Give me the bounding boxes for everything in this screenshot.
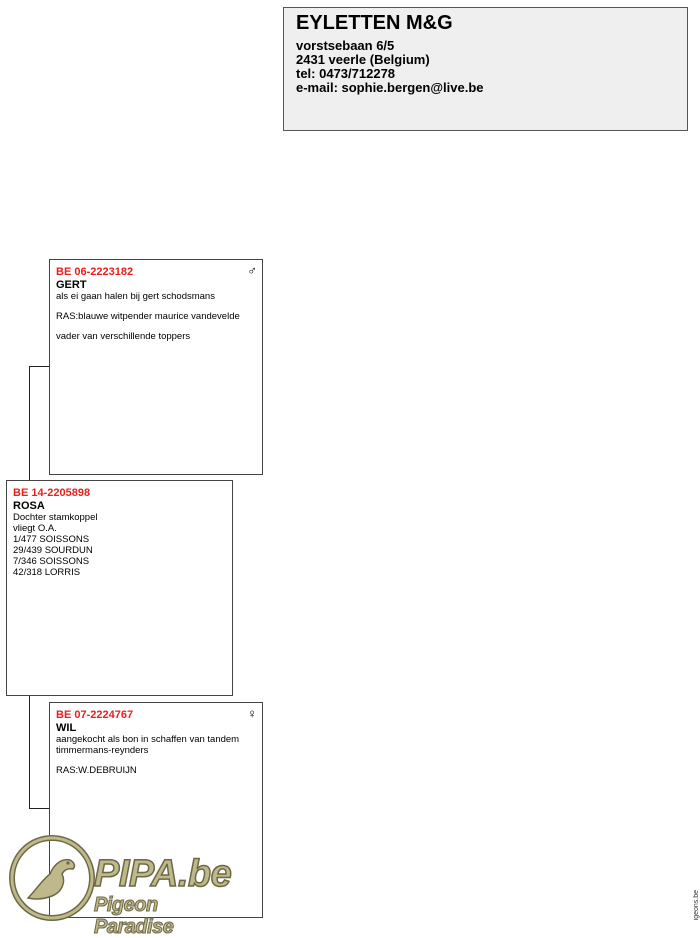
- subject-ring-number: BE 14-2205898: [13, 487, 91, 499]
- mother-note: RAS:W.DEBRUIJN: [56, 765, 137, 776]
- father-note: vader van verschillende toppers: [56, 331, 191, 342]
- breeder-city: 2431 veerle (Belgium): [296, 52, 430, 67]
- breeder-email: e-mail: sophie.bergen@live.be: [296, 80, 484, 95]
- breeder-address: vorstsebaan 6/5: [296, 38, 395, 53]
- father-note: RAS:blauwe witpender maurice vandevelde: [56, 311, 240, 322]
- mother-ring-number: BE 07-2224767: [56, 709, 134, 721]
- connector-father: [29, 366, 50, 481]
- subject-result: 29/439 SOURDUN: [13, 545, 93, 556]
- logo-brand: PIPA.be: [94, 853, 232, 895]
- subject-name: ROSA: [13, 500, 45, 512]
- male-symbol-icon: ♂: [247, 263, 257, 278]
- subject-card[interactable]: [6, 480, 233, 696]
- father-ring-number: BE 06-2223182: [56, 266, 134, 278]
- subject-result: 42/318 LORRIS: [13, 567, 81, 578]
- breeder-name: EYLETTEN M&G: [296, 12, 453, 34]
- mother-note: aangekocht als bon in schaffen van tandem timmermans-reynders: [56, 734, 240, 756]
- logo-tagline: Pigeon Paradise: [94, 894, 174, 938]
- subject-line: Dochter stamkoppel: [13, 512, 98, 523]
- pigeon-icon: [6, 832, 98, 924]
- female-symbol-icon: ♀: [247, 706, 257, 721]
- subject-result: 7/346 SOISSONS: [13, 556, 90, 567]
- breeder-phone: tel: 0473/712278: [296, 66, 396, 81]
- breeder-header: [283, 7, 688, 131]
- side-watermark-text: igeons.be: [693, 890, 700, 921]
- pipa-logo: [6, 832, 241, 938]
- connector-mother: [29, 696, 50, 809]
- mother-name: WIL: [56, 722, 77, 734]
- subject-line: vliegt O.A.: [13, 523, 57, 534]
- subject-result: 1/477 SOISSONS: [13, 534, 90, 545]
- father-name: GERT: [56, 279, 87, 291]
- father-note: als ei gaan halen bij gert schodsmans: [56, 291, 215, 302]
- father-card[interactable]: [49, 259, 263, 475]
